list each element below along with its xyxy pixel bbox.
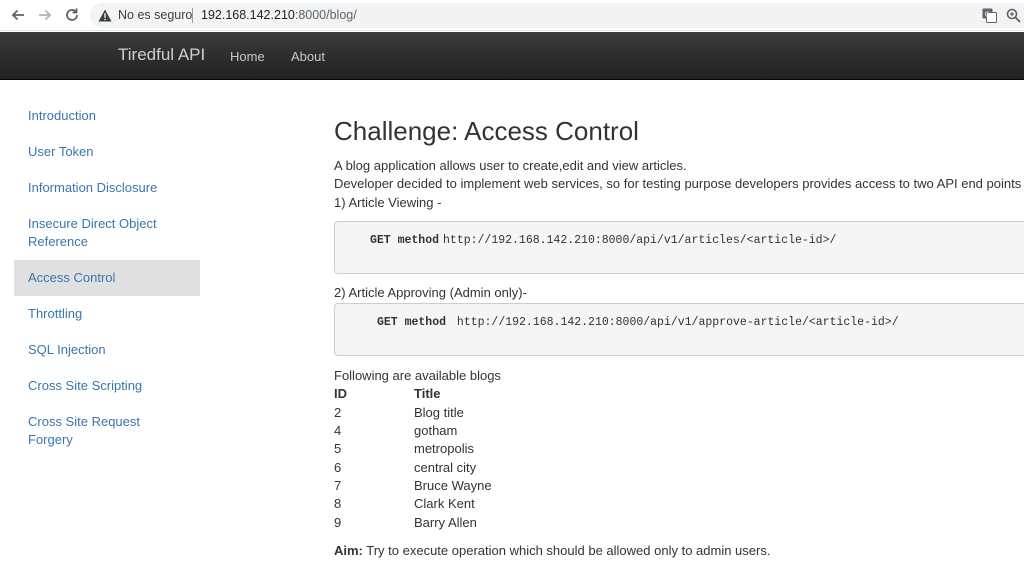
blogs-table: [334, 385, 492, 531]
table-row: [334, 477, 492, 495]
endpoint-2-label: 2) Article Approving (Admin only)-: [334, 284, 527, 300]
aim-description: Try to execute operation which should be allowed only to admin users.: [362, 542, 771, 558]
security-status-label[interactable]: No es seguro: [118, 8, 193, 22]
endpoint-1-url: http://192.168.142.210:8000/api/v1/articles/<article-id>/: [443, 233, 837, 247]
back-icon[interactable]: [7, 4, 29, 26]
sidebar-item-access-control[interactable]: Access Control: [14, 260, 200, 296]
blog-id: 9: [334, 514, 342, 530]
sidebar-item-xss[interactable]: Cross Site Scripting: [28, 378, 143, 393]
sidebar-item-throttling[interactable]: Throttling: [28, 306, 83, 321]
nav-about-link[interactable]: About: [291, 49, 325, 64]
table-row: [334, 459, 492, 477]
intro-text-1: A blog application allows user to create,edit and view articles.: [334, 158, 687, 173]
table-row: [334, 495, 492, 513]
svg-text:G: G: [984, 10, 991, 19]
endpoint-2-method: GET method: [377, 316, 447, 330]
translate-icon[interactable]: [982, 8, 997, 23]
endpoint-1-label: 1) Article Viewing -: [334, 194, 442, 210]
warning-icon[interactable]: [98, 9, 112, 22]
page-title: Challenge: Access Control: [334, 116, 639, 146]
endpoint-2-code-block: [334, 303, 1024, 356]
reload-icon[interactable]: [61, 4, 83, 26]
url-text[interactable]: [201, 8, 357, 22]
blog-id: 8: [334, 496, 342, 512]
browser-toolbar: [0, 0, 1024, 31]
sidebar-item-introduction[interactable]: Introduction: [28, 108, 96, 123]
endpoint-1-method: GET method: [370, 233, 440, 247]
endpoint-2-url: http://192.168.142.210:8000/api/v1/approve-article/<article-id>/: [456, 316, 899, 330]
sidebar-item-sql-injection[interactable]: SQL Injection: [28, 342, 106, 357]
blog-title: Barry Allen: [414, 514, 477, 530]
url-path: :8000/blog/: [294, 8, 357, 22]
table-header-row: [334, 385, 492, 403]
blog-id: 7: [334, 477, 342, 493]
address-bar[interactable]: [90, 3, 1024, 28]
main-content: [334, 114, 1024, 560]
blog-id: 4: [334, 423, 342, 439]
sidebar-nav: [14, 98, 200, 458]
forward-icon[interactable]: [34, 4, 56, 26]
sidebar-item-user-token[interactable]: User Token: [28, 144, 94, 159]
aim-text: [334, 542, 1024, 560]
aim-label: Aim:: [334, 542, 363, 558]
blog-id: 2: [334, 404, 342, 420]
endpoint-1-code-block: [334, 221, 1024, 274]
table-row: [334, 440, 492, 458]
blogs-heading: Following are available blogs: [334, 368, 501, 384]
blog-title: metropolis: [414, 441, 474, 457]
sidebar-item-information-disclosure[interactable]: Information Disclosure: [28, 180, 158, 195]
sidebar-item-csrf[interactable]: Cross Site Request Forgery: [28, 414, 140, 447]
blog-id: 5: [334, 441, 342, 457]
blog-title: gotham: [414, 423, 458, 439]
zoom-icon[interactable]: [1006, 8, 1021, 23]
blog-title: Bruce Wayne: [414, 477, 492, 493]
url-divider: [192, 8, 193, 23]
table-row: [334, 422, 492, 440]
blog-title: Clark Kent: [414, 496, 475, 512]
column-header-title: Title: [414, 386, 441, 402]
sidebar-item-idor[interactable]: Insecure Direct Object Reference: [28, 216, 157, 249]
site-navbar: [0, 32, 1024, 80]
column-header-id: ID: [334, 386, 347, 402]
blog-title: central city: [414, 459, 477, 475]
table-row: [334, 404, 492, 422]
table-row: [334, 514, 492, 532]
intro-text-2: Developer decided to implement web services, so for testing purpose developers provides access to two API end points: [334, 176, 1022, 192]
url-host: 192.168.142.210: [201, 8, 295, 22]
blog-title: Blog title: [414, 404, 464, 420]
brand-link[interactable]: Tiredful API: [118, 45, 206, 64]
blog-id: 6: [334, 459, 342, 475]
nav-home-link[interactable]: Home: [230, 49, 265, 64]
